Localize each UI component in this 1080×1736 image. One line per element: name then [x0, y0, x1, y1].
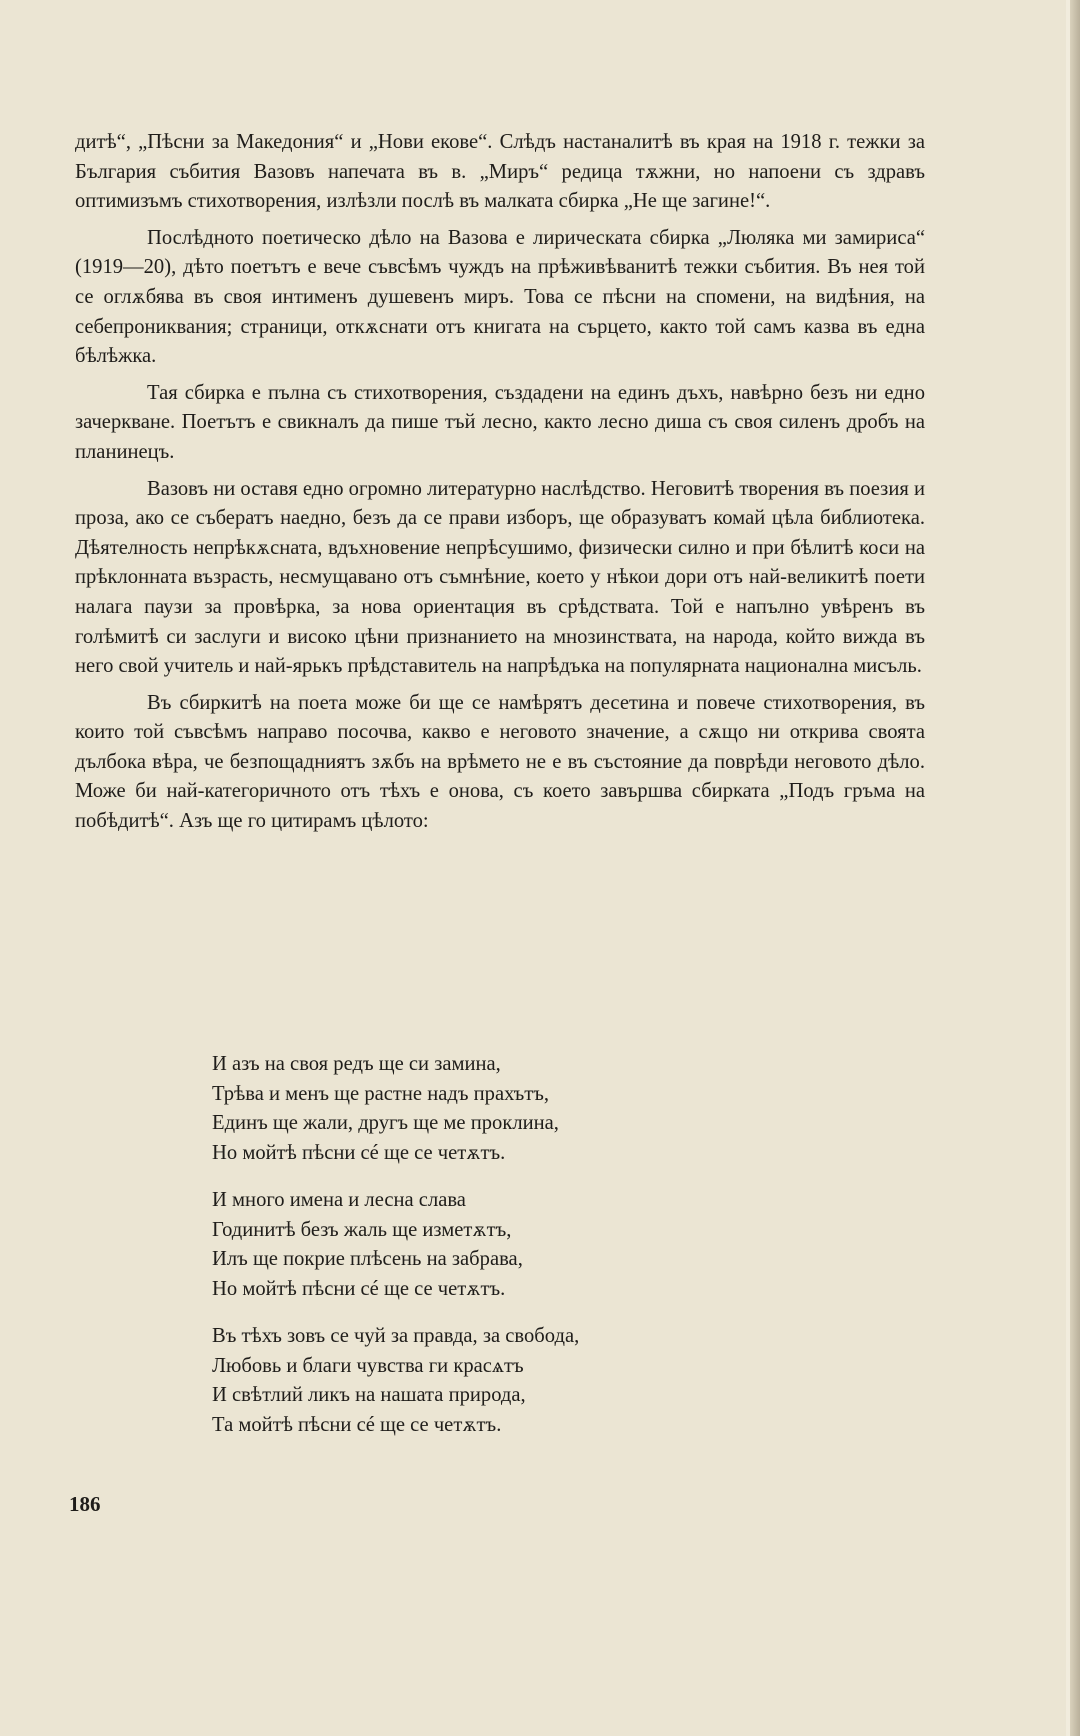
- stanza: [212, 1050, 772, 1168]
- verse-line: Единъ ще жали, другъ ще ме проклина,: [212, 1112, 559, 1134]
- body-text: [75, 128, 925, 844]
- paragraph: Въ сбиркитѣ на поета може би ще се намѣрятъ десетина и повече стихотворения, въ които той съвсѣмъ направо посочва, какво е неговото значение, а сѫщо ни открива своята дълбока вѣра, че безпощадниятъ зѫбъ на врѣмето не е въ състояние да поврѣди неговото дѣло. Може би най-категоричното отъ тѣхъ е онова, съ което завършва сбирката „Подъ гръма на побѣдитѣ“. Азъ ще го цитирамъ цѣлото:: [75, 691, 925, 833]
- verse-line: И азъ на своя редъ ще си замина,: [212, 1053, 501, 1075]
- verse-line: Но мойтѣ пѣсни сé ще се четѫтъ.: [212, 1141, 506, 1164]
- paragraph: Тая сбирка е пълна съ стихотворения, създадени на единъ дъхъ, навѣрно безъ ни едно зачеркване. Поетътъ е свикналъ да пише тъй лесно, както лесно диша съ своя силенъ дробъ на планинецъ.: [75, 381, 925, 463]
- verse-line: И свѣтлий ликъ на нашата природа,: [212, 1384, 526, 1406]
- verse-line: Илъ ще покрие плѣсень на забрава,: [212, 1248, 523, 1270]
- verse-line: Любовь и благи чувства ги красѧтъ: [212, 1354, 524, 1377]
- verse-line: Годинитѣ безъ жаль ще изметѫтъ,: [212, 1218, 512, 1241]
- stanza: [212, 1322, 772, 1440]
- paragraph: Вазовъ ни оставя едно огромно литературно наслѣдство. Неговитѣ творения въ поезия и проза, ако се събератъ наедно, безъ да се прави изборъ, ще образуватъ комай цѣла библиотека. Дѣятелность непрѣкѫсната, вдъхновение непрѣсушимо, физически силно и при бѣлитѣ коси на прѣклонната възрасть, несмущавано отъ съмнѣние, което у нѣкои дори отъ най-великитѣ поети налага паузи за провѣрка, за нова ориентация въ срѣдствата. Той е напълно увѣренъ въ голѣмитѣ си заслуги и високо цѣни признанието на мнозинствата, на народа, който вижда въ него свой учитель и най-ярькъ прѣдставитель на напрѣдъка на популярната национална мисъль.: [75, 477, 925, 678]
- page-edge-shadow: [1070, 0, 1080, 1736]
- poem: [212, 1050, 772, 1458]
- verse-line: Трѣва и менъ ще растне надъ прахътъ,: [212, 1082, 550, 1105]
- paragraph: Послѣдното поетическо дѣло на Вазова е лирическата сбирка „Люляка ми замириса“ (1919—20), дѣто поетътъ е вече съвсѣмъ чуждъ на прѣживѣванитѣ тежки събития. Въ нея той се оглѫбява въ своя интименъ душевенъ миръ. Това се пѣсни на спомени, на видѣния, на себепрониквания; страници, откѫснати отъ книгата на сърцето, както той самъ казва въ една бѣлѣжка.: [75, 226, 925, 368]
- stanza: [212, 1186, 772, 1304]
- page-number: 186: [69, 1492, 101, 1516]
- verse-line: Въ тѣхъ зовъ се чуй за правда, за свобода,: [212, 1325, 580, 1347]
- paragraph: дитѣ“, „Пѣсни за Македония“ и „Нови екове“. Слѣдъ настаналитѣ въ края на 1918 г. тежки за България събития Вазовъ напечата въ в. „Миръ“ редица тѫжни, но напоени съ здравъ оптимизъмъ стихотворения, излѣзли послѣ въ малката сбирка „Не ще загине!“.: [75, 131, 925, 213]
- verse-line: Но мойтѣ пѣсни сé ще се четѫтъ.: [212, 1277, 506, 1300]
- verse-line: И много имена и лесна слава: [212, 1189, 466, 1211]
- verse-line: Та мойтѣ пѣсни сé ще се четѫтъ.: [212, 1413, 502, 1436]
